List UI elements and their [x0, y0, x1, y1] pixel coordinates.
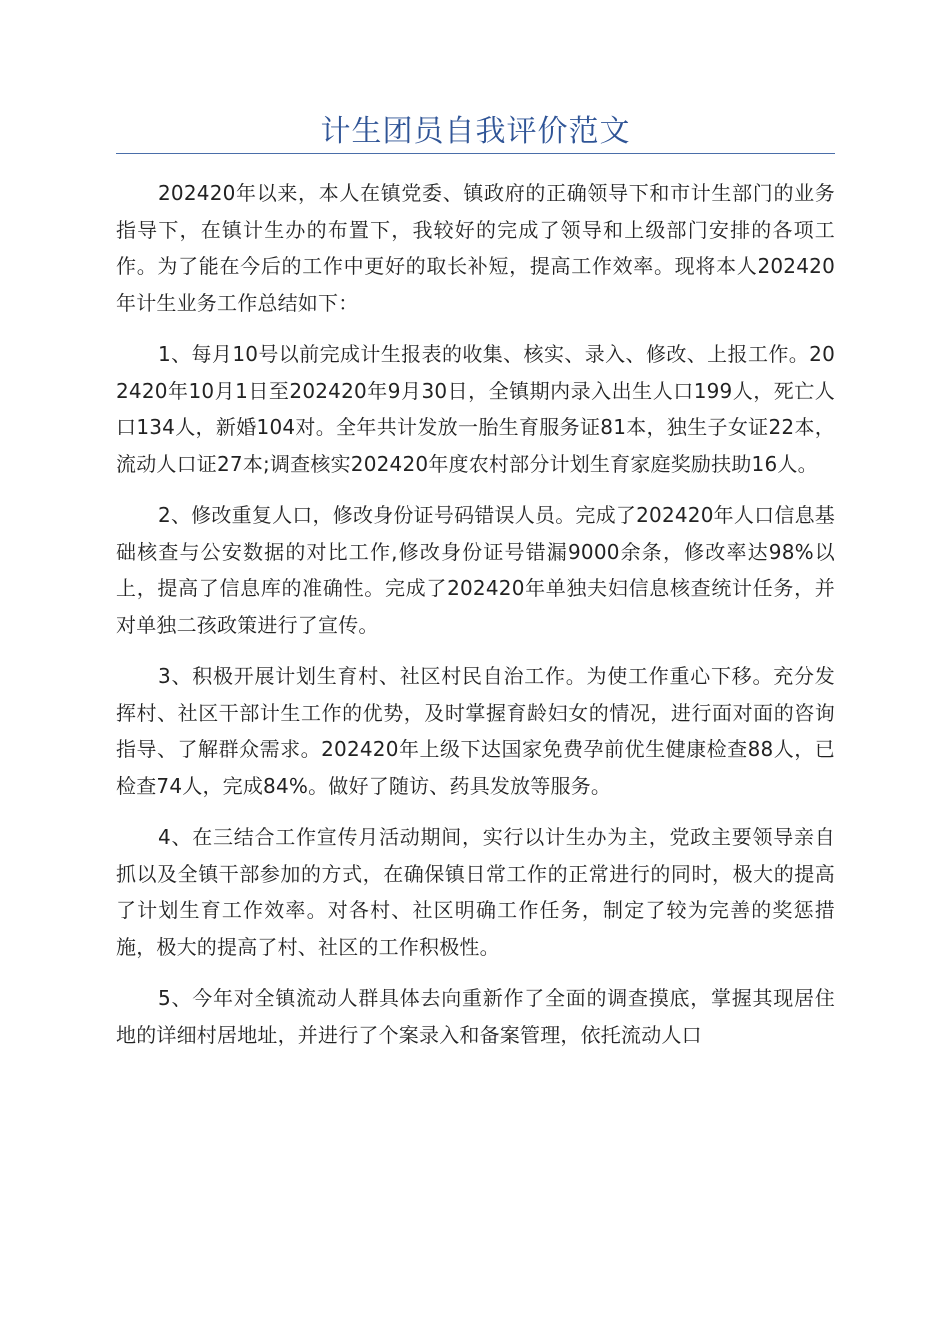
- paragraph-item-3: 3、积极开展计划生育村、社区村民自治工作。为使工作重心下移。充分发挥村、社区干部计生工作的优势，及时掌握育龄妇女的情况，进行面对面的咨询指导、了解群众需求。202420年上级下达国家免费孕前优生健康检查88人，已检查74人，完成84%。做好了随访、药具发放等服务。: [116, 664, 835, 798]
- document-body: [116, 175, 835, 1068]
- paragraph-item-4: 4、在三结合工作宣传月活动期间，实行以计生办为主，党政主要领导亲自抓以及全镇干部参加的方式，在确保镇日常工作的正常进行的同时，极大的提高了计划生育工作效率。对各村、社区明确工作任务，制定了较为完善的奖惩措施，极大的提高了村、社区的工作积极性。: [116, 825, 835, 959]
- title-underline: [116, 153, 835, 154]
- paragraph-item-2: 2、修改重复人口，修改身份证号码错误人员。完成了202420年人口信息基础核查与公安数据的对比工作,修改身份证号错漏9000余条，修改率达98%以上，提高了信息库的准确性。完成了202420年单独夫妇信息核查统计任务，并对单独二孩政策进行了宣传。: [116, 503, 835, 637]
- paragraph-intro: 202420年以来，本人在镇党委、镇政府的正确领导下和市计生部门的业务指导下，在镇计生办的布置下，我较好的完成了领导和上级部门安排的各项工作。为了能在今后的工作中更好的取长补短，提高工作效率。现将本人202420年计生业务工作总结如下：: [116, 181, 835, 315]
- document-title: 计生团员自我评价范文: [320, 114, 631, 149]
- paragraph-item-5: 5、今年对全镇流动人群具体去向重新作了全面的调查摸底，掌握其现居住地的详细村居地址，并进行了个案录入和备案管理，依托流动人口: [116, 986, 835, 1047]
- paragraph-item-1: 1、每月10号以前完成计生报表的收集、核实、录入、修改、上报工作。202420年10月1日至202420年9月30日，全镇期内录入出生人口199人，死亡人口134人，新婚104对。全年共计发放一胎生育服务证81本，独生子女证22本，流动人口证27本;调查核实202420年度农村部分计划生育家庭奖励扶助16人。: [116, 342, 835, 476]
